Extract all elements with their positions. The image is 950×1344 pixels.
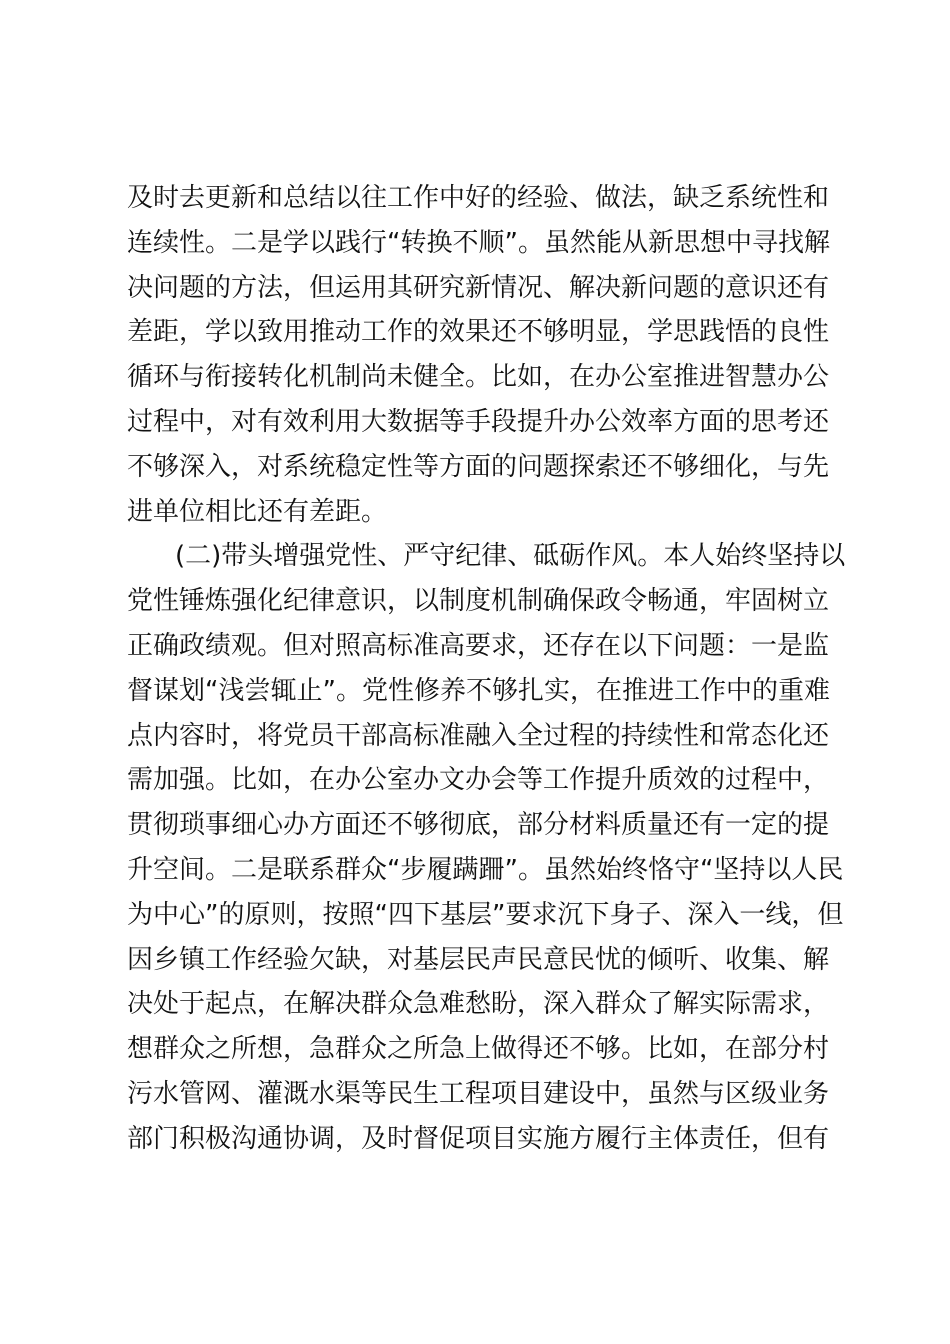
- text-line: 党性锤炼强化纪律意识，以制度机制确保政令畅通，牢固树立: [127, 586, 830, 617]
- text-line: 需加强。比如，在办公室办文办会等工作提升质效的过程中，: [127, 765, 830, 796]
- text-line: 及时去更新和总结以往工作中好的经验、做法，缺乏系统性和: [127, 183, 830, 213]
- text-line: 污水管网、灌溉水渠等民生工程项目建设中，虽然与区级业务: [127, 1078, 830, 1109]
- text-line: 正确政绩观。但对照高标准高要求，还存在以下问题：一是监: [127, 630, 830, 661]
- text-line: 决问题的方法，但运用其研究新情况、解决新问题的意识还有: [127, 272, 830, 303]
- text-line: 过程中，对有效利用大数据等手段提升办公效率方面的思考还: [127, 406, 830, 437]
- text-line: 贯彻琐事细心办方面还不够彻底，部分材料质量还有一定的提: [127, 810, 830, 841]
- text-line: 差距，学以致用推动工作的效果还不够明显，学思践悟的良性: [127, 317, 830, 348]
- text-line: 连续性。二是学以践行“转换不顺”。虽然能从新思想中寻找解: [127, 227, 830, 258]
- text-line: 想群众之所想，急群众之所急上做得还不够。比如，在部分村: [127, 1034, 830, 1065]
- body-text: [127, 176, 846, 1162]
- text-line: 循环与衔接转化机制尚未健全。比如，在办公室推进智慧办公: [127, 362, 830, 393]
- paragraph-heading-line: (二)带头增强党性、严守纪律、砥砺作风。本人始终坚持以: [175, 541, 846, 572]
- text-line: 不够深入，对系统稳定性等方面的问题探索还不够细化，与先: [127, 451, 830, 482]
- text-line: 部门积极沟通协调，及时督促项目实施方履行主体责任，但有: [127, 1123, 830, 1154]
- text-line: 为中心”的原则，按照“四下基层”要求沉下身子、深入一线，但: [127, 899, 844, 930]
- text-line: 督谋划“浅尝辄止”。党性修养不够扎实，在推进工作中的重难: [127, 675, 830, 706]
- text-line: 进单位相比还有差距。: [127, 496, 388, 527]
- text-line: 升空间。二是联系群众“步履蹒跚”。虽然始终恪守“坚持以人民: [127, 854, 844, 885]
- text-line: 点内容时，将党员干部高标准融入全过程的持续性和常态化还: [127, 720, 830, 751]
- text-line: 因乡镇工作经验欠缺，对基层民声民意民忧的倾听、收集、解: [127, 944, 830, 975]
- text-line: 决处于起点，在解决群众急难愁盼，深入群众了解实际需求，: [127, 989, 830, 1020]
